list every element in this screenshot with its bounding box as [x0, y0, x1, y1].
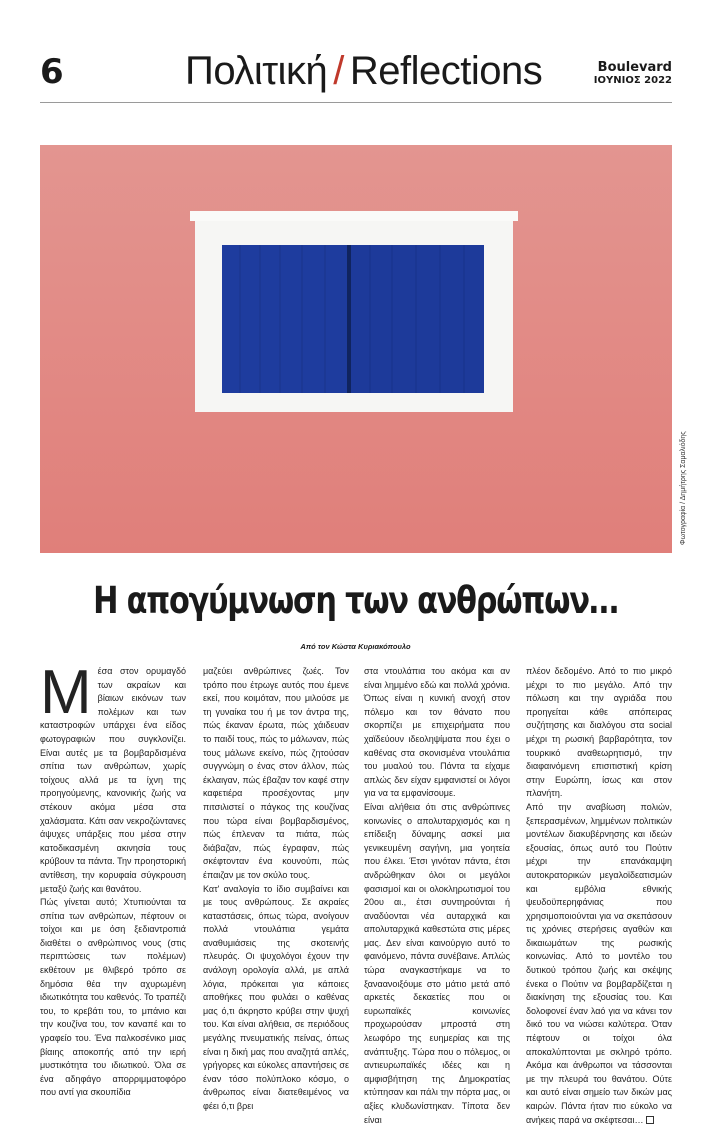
section-left: Πολιτική — [185, 49, 328, 93]
paragraph: πλέον δεδομένο. Από το πιο μικρό μέχρι το πιο μεγάλο. Από την πόλωση και την αγριάδα που προηγείται κάθε απόπειρας συζήτησης και διαλόγου στα social μέχρι τη ρωσική βαρβαρότητα, τον τουρκικό αναθεωρητισμό, την διαφαινόμενη επισιτιστική κρίση στην Ευρώπη, ίσως και στον πλανήτη. — [526, 666, 672, 799]
article-column-2 — [203, 665, 349, 1114]
paragraph: Πώς γίνεται αυτό; Χτυπιούνται τα σπίτια των ανθρώπων, πέφτουν οι τοίχοι και με όση ξεδιαντροπιά διαθέτει ο ανθρώπινος νους (στις περιπτώσεις των πολέμων) εκθέτουν με θλιβερό τρόπο σε δημόσια θέα την αχυρωμένη ιδιωτικότητα του καθενός. Το τραπέζι του, το κρεβάτι του, το μπάνιο και την κουζίνα του, τον καναπέ και το γραφείο του. Ένα παλκοσένικο μιας βίαιης αποκοπής από την ιερή μυστικότητα του ιδιωτικού. Όλα σε ένα αδηφάγο απορριμματοφόρο που αντί για σκουπίδια — [40, 897, 186, 1098]
section-title — [185, 48, 542, 94]
section-right: Reflections — [349, 49, 543, 93]
header-rule — [40, 102, 672, 103]
drop-cap: Μ — [40, 658, 92, 727]
article-column-3 — [364, 665, 510, 1127]
paragraph: στα ντουλάπια του ακόμα και αν είναι λημμένο εδώ και πολλά χρόνια. Όπως είναι η κυνική ανοχή στον πόλεμο και τον θάνατο που σκορπίζει με επιχειρήματα που χαϊδεύουν ιδεοληψίματα που έχει ο καθένας στα σκονισμένα ντουλάπια του μυαλού του. Πάντα τα είχαμε απλώς δεν είχαν εμφανιστεί οι λόγοι για να τα εμφανίσουμε. — [364, 666, 510, 799]
paragraph-text: Από την αναβίωση πολιών, ξεπερασμένων, λημμένων πολιτικών μοντέλων διακυβέρνησης και ιδεών εξουσίας, όπως αυτό του Πούτιν μέχρι την επανάκαμψη αυτοκρατορικών μεγαλοϊδεατισμών και εμβόλια εθνικής ψευδοϋπερηφάνιας που χρησιμοποιούνται για να σκεπάσουν τις χρόνιες στερήσεις αγαθών και δικαιωμάτων της ρωσικής κοινωνίας. Από το μοντέλο του δυτικού τρόπου ζωής και σκέψης ένεκα ο Πούτιν να βομβαρδίζεται η διακίνηση της εξουσίας του. Και δολοφονεί έναν λαό για να κάνει τον δικό του να νιώσει καλύτερα. Όταν πέφτουν οι τοίχοι όλα αποκαλύπτονται με σκληρό τρόπο. Ακόμα και άνθρωποι να τάσσονται με την πλευρά του θανάτου. Ούτε και αυτό είναι σημείο των δικών μας καιρών. Πάντα ήταν πιο εύκολο να ανήκεις παρά να σκέφτεσαι… — [526, 801, 672, 1125]
paragraph: μαζεύει ανθρώπινες ζωές. Τον τρόπο που έτρωγε αυτός που έμενε εκεί, που κοιμόταν, που μιλούσε με τη γυναίκα του ή με τον άντρα της, πώς έκαναν έρωτα, πώς χάιδευαν το παιδί τους, πώς το μάλωναν, πώς τους μάλωνε εκείνο, πώς ζητούσαν συγγνώμη ο ένας στον άλλον, πώς έκλαιγαν, πώς έβαζαν τον καφέ στην καφετιέρα προσέχοντας μην πιτσιλιστεί ο πάγκος της κουζίνας που τώρα είναι βομβαρδισμένος, πώς έπλεναν τα πιάτα, πώς διάβαζαν, πώς έγραφαν, πώς σκέφτονταν ένα κουνούπι, πώς έπαιζαν με τον σκύλο τους. — [203, 666, 349, 880]
paragraph: Κατ' αναλογία το ίδιο συμβαίνει και με τους ανθρώπους. Σε ακραίες καταστάσεις, όπως τώρα, ανοίγουν πολλά ντουλάπια γεμάτα αναθυμιάσεις της σκοτεινής πλευράς. Οι ψυχολόγοι έχουν την ανάλογη ορολογία αλλά, με απλά λόγια, πρόκειται για κάποιες αποθήκες που φυλάει ο καθένας μας ό,τι άκρηστο κρύβει στην ψυχή του. Και είναι αλήθεια, σε περιόδους μεγάλης πνευματικής πείνας, όπως είναι η δική μας που αναζητά απλές, γρήγορες και εύκολες απαντήσεις σε έναν τόσο πολύπλοκο κόσμο, ο άνθρωπος είναι διατεθειμένος να φέει ό,τι βρει — [203, 883, 349, 1111]
window-photo — [40, 145, 672, 553]
issue-date: ΙΟΥΝΙΟΣ 2022 — [593, 75, 672, 86]
article-headline: Η απογύμνωση των ανθρώπων… — [93, 579, 618, 622]
masthead — [594, 61, 672, 87]
photo-credit: Φωτογραφία / Δημήτρης Σαμαλιόδης — [680, 431, 687, 545]
paragraph: Είναι αλήθεια ότι στις ανθρώπινες κοινωνίες ο απολυταρχισμός και η επίδειξη δύναμης ασκεί μια γενικευμένη σαγήνη, μια γοητεία που έλκει. Έτσι γινόταν πάντα, έτσι ανδρώθηκαν όλοι οι μεγάλοι φασισμοί και οι ολοκληρωτισμοί του 20ου αι., έτσι συντηρούνται ή αναδύονται νέα αυταρχικά και απολυταρχικά καθεστώτα στις μέρες μας. Δεν είναι καινούργιο αυτό το φαινόμενο, πάντα συνέβαινε. Απλώς τώρα αναγκαστήκαμε να το ξαναανοιξόυμε στο μάτιο μετά από αρκετές δεκαετίες που οι ευρωπαϊκές κοινωνίες προχωρούσαν μπροστά στη λεωφόρο της ευημερίας και της ανάπτυξης. Τώρα που ο πόλεμος, οι αντιευρωπαϊκές ιδέες και η αμφισβήτηση της Δημοκρατίας κτύπησαν και πάλι την πόρτα μας, οι αξίες κλυδωνίστηκαν. Τίποτα δεν είναι — [364, 801, 510, 1125]
section-separator: / — [333, 49, 344, 93]
article-column-1 — [40, 658, 186, 1100]
page-header — [40, 48, 672, 103]
paragraph — [526, 801, 672, 1127]
paragraph: έσα στον ορυμαγδό των ακραίων και βίαιων εικόνων των πολέμων και των καταστροφών υπάρχει ένα είδος φωτογραφιών που συγκλονίζει. Είναι αυτές με τα βομβαρδισμένα σπίτια των ανθρώπων, χωρίς τοίχους αλλά με τα ίχνη της προηγούμενης, κανονικής ζωής να στέκουν ακόμα μέσα στα χαλάσματα. Κάτι σαν νεκροζώντανες άψυχες υπάρξεις που μέσα στην κατοδικασμένη ακινησία τους κρύβουν τα πάντα. Την προηστορική αντίθεση, την κορυφαία σύγκρουση μεταξύ ζωής και θανάτου. — [40, 666, 186, 894]
article-byline: Από τον Κώστα Κυριακόπουλο — [300, 642, 411, 651]
shutter-left — [222, 245, 347, 393]
window-ledge — [190, 211, 518, 221]
end-mark-icon — [646, 1116, 654, 1124]
brand-name: Boulevard — [597, 60, 672, 75]
article-column-4 — [526, 665, 672, 1127]
page-number: 6 — [40, 52, 64, 92]
